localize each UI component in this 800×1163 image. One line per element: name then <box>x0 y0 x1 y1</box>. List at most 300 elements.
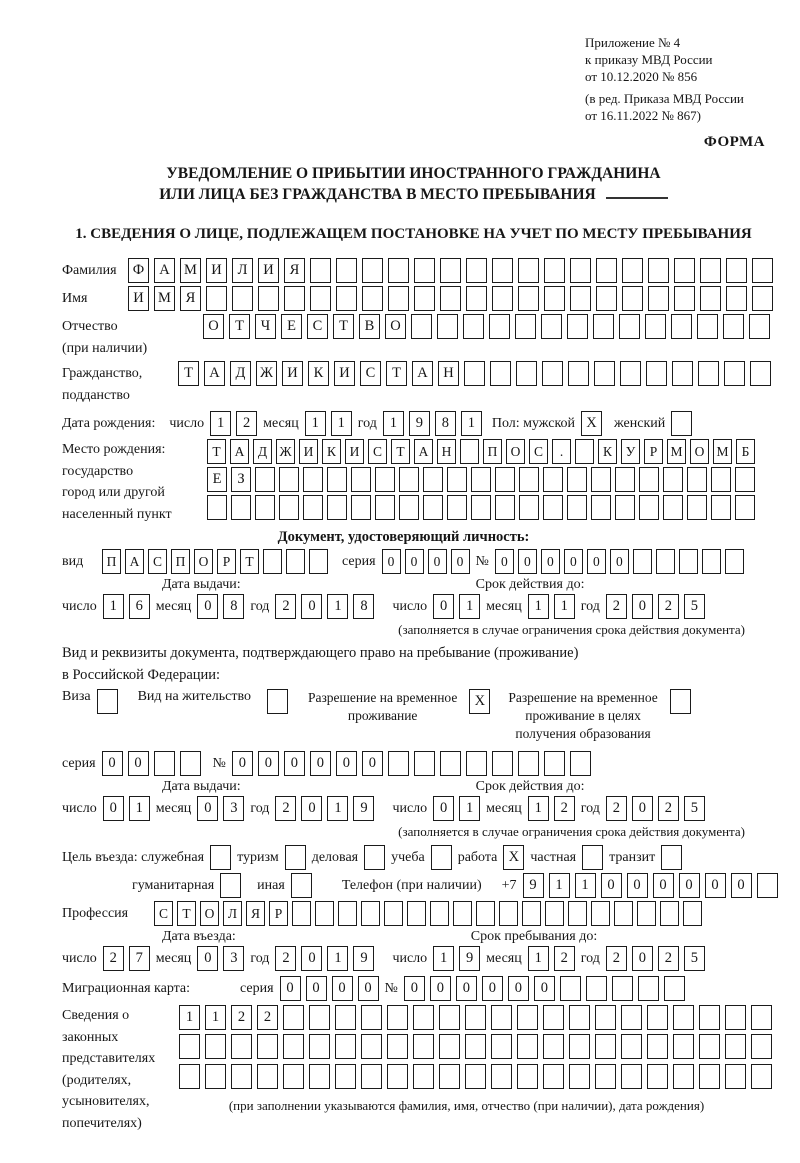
char-box[interactable]: 0 <box>128 751 149 776</box>
char-box[interactable] <box>388 258 409 283</box>
char-box[interactable] <box>726 286 747 311</box>
char-box[interactable] <box>327 467 347 492</box>
char-box[interactable] <box>674 286 695 311</box>
char-box[interactable]: 6 <box>129 594 150 619</box>
char-box[interactable]: 0 <box>587 549 606 574</box>
char-box[interactable]: С <box>154 901 173 926</box>
char-box[interactable]: 8 <box>353 594 374 619</box>
char-box[interactable] <box>413 1034 434 1059</box>
char-box[interactable] <box>570 258 591 283</box>
char-box[interactable]: 0 <box>433 594 454 619</box>
char-box[interactable] <box>279 467 299 492</box>
char-box[interactable]: 2 <box>606 796 627 821</box>
char-box[interactable] <box>206 286 227 311</box>
char-box[interactable] <box>639 495 659 520</box>
char-box[interactable] <box>591 901 610 926</box>
char-box[interactable] <box>414 286 435 311</box>
char-box[interactable] <box>567 495 587 520</box>
char-box[interactable]: А <box>414 439 433 464</box>
char-box[interactable]: 1 <box>433 946 454 971</box>
char-box[interactable]: К <box>322 439 341 464</box>
char-box[interactable]: О <box>690 439 709 464</box>
char-box[interactable] <box>735 467 755 492</box>
purpose-transit-checkbox[interactable] <box>661 845 682 870</box>
char-box[interactable] <box>560 976 581 1001</box>
char-box[interactable] <box>310 286 331 311</box>
char-box[interactable]: Я <box>180 286 201 311</box>
purpose-work-checkbox[interactable]: X <box>503 845 524 870</box>
char-box[interactable] <box>671 314 692 339</box>
char-box[interactable]: О <box>203 314 224 339</box>
char-box[interactable]: 9 <box>409 411 430 436</box>
char-box[interactable] <box>351 467 371 492</box>
char-box[interactable]: Р <box>269 901 288 926</box>
char-box[interactable] <box>388 751 409 776</box>
char-box[interactable]: А <box>204 361 225 386</box>
char-box[interactable] <box>292 901 311 926</box>
char-box[interactable] <box>639 467 659 492</box>
char-box[interactable] <box>336 258 357 283</box>
char-box[interactable] <box>545 901 564 926</box>
char-box[interactable] <box>517 1005 538 1030</box>
purpose-humanitarian-checkbox[interactable] <box>220 873 241 898</box>
char-box[interactable] <box>673 1064 694 1089</box>
char-box[interactable] <box>673 1005 694 1030</box>
char-box[interactable]: 8 <box>435 411 456 436</box>
char-box[interactable]: 0 <box>456 976 477 1001</box>
char-box[interactable]: 5 <box>684 946 705 971</box>
char-box[interactable]: 2 <box>103 946 124 971</box>
char-box[interactable]: Л <box>223 901 242 926</box>
char-box[interactable] <box>614 901 633 926</box>
char-box[interactable] <box>711 467 731 492</box>
char-box[interactable] <box>453 901 472 926</box>
char-box[interactable] <box>752 258 773 283</box>
char-box[interactable] <box>567 467 587 492</box>
char-box[interactable]: 0 <box>280 976 301 1001</box>
char-box[interactable]: С <box>307 314 328 339</box>
char-box[interactable]: Т <box>386 361 407 386</box>
char-box[interactable] <box>674 258 695 283</box>
char-box[interactable]: 0 <box>541 549 560 574</box>
char-box[interactable]: С <box>360 361 381 386</box>
char-box[interactable]: Т <box>333 314 354 339</box>
char-box[interactable] <box>309 1005 330 1030</box>
char-box[interactable] <box>440 751 461 776</box>
char-box[interactable] <box>702 549 721 574</box>
char-box[interactable] <box>711 495 731 520</box>
char-box[interactable] <box>647 1034 668 1059</box>
char-box[interactable]: 0 <box>332 976 353 1001</box>
char-box[interactable] <box>407 901 426 926</box>
char-box[interactable]: 2 <box>658 594 679 619</box>
char-box[interactable]: 1 <box>331 411 352 436</box>
char-box[interactable] <box>413 1005 434 1030</box>
char-box[interactable]: 0 <box>428 549 447 574</box>
char-box[interactable] <box>515 314 536 339</box>
char-box[interactable] <box>362 286 383 311</box>
char-box[interactable] <box>687 495 707 520</box>
char-box[interactable]: 1 <box>554 594 575 619</box>
char-box[interactable]: 0 <box>197 946 218 971</box>
char-box[interactable]: О <box>385 314 406 339</box>
char-box[interactable]: А <box>125 549 144 574</box>
char-box[interactable] <box>637 901 656 926</box>
char-box[interactable]: . <box>552 439 571 464</box>
char-box[interactable] <box>495 467 515 492</box>
char-box[interactable] <box>465 1034 486 1059</box>
residence-permit-checkbox[interactable] <box>267 689 288 714</box>
char-box[interactable]: М <box>713 439 732 464</box>
char-box[interactable]: 0 <box>679 873 700 898</box>
char-box[interactable] <box>179 1064 200 1089</box>
char-box[interactable] <box>673 1034 694 1059</box>
char-box[interactable] <box>231 1034 252 1059</box>
char-box[interactable] <box>570 286 591 311</box>
char-box[interactable] <box>439 1005 460 1030</box>
char-box[interactable] <box>491 1034 512 1059</box>
char-box[interactable]: И <box>334 361 355 386</box>
char-box[interactable]: 0 <box>705 873 726 898</box>
char-box[interactable] <box>586 976 607 1001</box>
char-box[interactable]: Р <box>644 439 663 464</box>
char-box[interactable]: 0 <box>653 873 674 898</box>
char-box[interactable]: 7 <box>129 946 150 971</box>
char-box[interactable]: 1 <box>103 594 124 619</box>
char-box[interactable] <box>489 314 510 339</box>
char-box[interactable]: 0 <box>451 549 470 574</box>
purpose-tourism-checkbox[interactable] <box>285 845 306 870</box>
char-box[interactable]: 2 <box>606 946 627 971</box>
char-box[interactable] <box>591 467 611 492</box>
char-box[interactable] <box>687 467 707 492</box>
char-box[interactable] <box>476 901 495 926</box>
char-box[interactable] <box>315 901 334 926</box>
char-box[interactable] <box>683 901 702 926</box>
char-box[interactable] <box>460 439 479 464</box>
char-box[interactable] <box>255 467 275 492</box>
char-box[interactable] <box>375 467 395 492</box>
char-box[interactable] <box>207 495 227 520</box>
char-box[interactable] <box>541 314 562 339</box>
char-box[interactable]: Т <box>240 549 259 574</box>
char-box[interactable] <box>499 901 518 926</box>
char-box[interactable] <box>679 549 698 574</box>
char-box[interactable] <box>621 1064 642 1089</box>
char-box[interactable] <box>648 258 669 283</box>
char-box[interactable] <box>387 1064 408 1089</box>
char-box[interactable] <box>735 495 755 520</box>
char-box[interactable]: 1 <box>528 946 549 971</box>
char-box[interactable]: 1 <box>459 594 480 619</box>
char-box[interactable]: А <box>154 258 175 283</box>
char-box[interactable] <box>615 467 635 492</box>
char-box[interactable]: Т <box>177 901 196 926</box>
char-box[interactable] <box>423 495 443 520</box>
char-box[interactable] <box>757 873 778 898</box>
temp-residence-edu-checkbox[interactable] <box>670 689 691 714</box>
char-box[interactable]: П <box>171 549 190 574</box>
char-box[interactable] <box>286 549 305 574</box>
char-box[interactable] <box>656 549 675 574</box>
char-box[interactable] <box>375 495 395 520</box>
char-box[interactable] <box>543 1064 564 1089</box>
char-box[interactable]: Р <box>217 549 236 574</box>
char-box[interactable] <box>544 258 565 283</box>
char-box[interactable]: П <box>483 439 502 464</box>
char-box[interactable] <box>465 1005 486 1030</box>
char-box[interactable] <box>517 1034 538 1059</box>
char-box[interactable] <box>612 976 633 1001</box>
char-box[interactable] <box>495 495 515 520</box>
char-box[interactable]: 0 <box>433 796 454 821</box>
char-box[interactable]: Л <box>232 258 253 283</box>
char-box[interactable] <box>257 1064 278 1089</box>
char-box[interactable]: 1 <box>459 796 480 821</box>
char-box[interactable] <box>522 901 541 926</box>
char-box[interactable] <box>437 314 458 339</box>
char-box[interactable]: 1 <box>179 1005 200 1030</box>
char-box[interactable]: 0 <box>258 751 279 776</box>
char-box[interactable]: Н <box>438 361 459 386</box>
char-box[interactable] <box>569 1034 590 1059</box>
char-box[interactable] <box>700 258 721 283</box>
char-box[interactable] <box>621 1034 642 1059</box>
char-box[interactable]: Я <box>246 901 265 926</box>
char-box[interactable] <box>411 314 432 339</box>
char-box[interactable] <box>414 751 435 776</box>
char-box[interactable] <box>361 901 380 926</box>
char-box[interactable]: 2 <box>606 594 627 619</box>
char-box[interactable] <box>491 1064 512 1089</box>
char-box[interactable] <box>725 549 744 574</box>
char-box[interactable] <box>303 467 323 492</box>
char-box[interactable] <box>387 1005 408 1030</box>
char-box[interactable] <box>309 1064 330 1089</box>
char-box[interactable] <box>723 314 744 339</box>
char-box[interactable] <box>700 286 721 311</box>
char-box[interactable]: И <box>258 258 279 283</box>
char-box[interactable]: 9 <box>353 796 374 821</box>
char-box[interactable]: 0 <box>310 751 331 776</box>
char-box[interactable] <box>663 495 683 520</box>
char-box[interactable] <box>439 1064 460 1089</box>
char-box[interactable] <box>388 286 409 311</box>
char-box[interactable]: З <box>231 467 251 492</box>
char-box[interactable] <box>518 286 539 311</box>
char-box[interactable]: 1 <box>461 411 482 436</box>
char-box[interactable] <box>283 1005 304 1030</box>
char-box[interactable] <box>646 361 667 386</box>
char-box[interactable]: 0 <box>632 796 653 821</box>
char-box[interactable] <box>595 1034 616 1059</box>
char-box[interactable]: Т <box>207 439 226 464</box>
char-box[interactable] <box>335 1034 356 1059</box>
char-box[interactable] <box>257 1034 278 1059</box>
char-box[interactable] <box>232 286 253 311</box>
char-box[interactable] <box>466 286 487 311</box>
char-box[interactable]: 0 <box>232 751 253 776</box>
char-box[interactable]: Ф <box>128 258 149 283</box>
char-box[interactable]: 0 <box>495 549 514 574</box>
char-box[interactable]: 0 <box>731 873 752 898</box>
char-box[interactable]: 9 <box>459 946 480 971</box>
char-box[interactable]: О <box>200 901 219 926</box>
char-box[interactable] <box>699 1034 720 1059</box>
char-box[interactable]: 0 <box>518 549 537 574</box>
char-box[interactable] <box>645 314 666 339</box>
char-box[interactable]: М <box>180 258 201 283</box>
char-box[interactable] <box>518 751 539 776</box>
char-box[interactable]: 0 <box>306 976 327 1001</box>
char-box[interactable] <box>284 286 305 311</box>
char-box[interactable] <box>749 314 770 339</box>
female-checkbox[interactable] <box>671 411 692 436</box>
char-box[interactable]: 1 <box>205 1005 226 1030</box>
char-box[interactable] <box>725 1064 746 1089</box>
char-box[interactable] <box>255 495 275 520</box>
char-box[interactable] <box>672 361 693 386</box>
char-box[interactable]: 0 <box>284 751 305 776</box>
char-box[interactable] <box>568 901 587 926</box>
char-box[interactable] <box>596 258 617 283</box>
char-box[interactable] <box>361 1005 382 1030</box>
char-box[interactable] <box>447 495 467 520</box>
char-box[interactable] <box>543 467 563 492</box>
char-box[interactable]: Е <box>207 467 227 492</box>
char-box[interactable] <box>699 1064 720 1089</box>
char-box[interactable]: 1 <box>210 411 231 436</box>
char-box[interactable] <box>439 1034 460 1059</box>
char-box[interactable]: 0 <box>430 976 451 1001</box>
char-box[interactable]: В <box>359 314 380 339</box>
char-box[interactable]: 0 <box>382 549 401 574</box>
char-box[interactable]: 8 <box>223 594 244 619</box>
char-box[interactable]: К <box>308 361 329 386</box>
char-box[interactable]: 2 <box>658 946 679 971</box>
char-box[interactable] <box>154 751 175 776</box>
char-box[interactable] <box>430 901 449 926</box>
char-box[interactable] <box>660 901 679 926</box>
char-box[interactable] <box>338 901 357 926</box>
char-box[interactable] <box>351 495 371 520</box>
char-box[interactable] <box>648 286 669 311</box>
char-box[interactable] <box>466 751 487 776</box>
char-box[interactable]: 1 <box>129 796 150 821</box>
char-box[interactable]: Т <box>229 314 250 339</box>
char-box[interactable]: М <box>154 286 175 311</box>
char-box[interactable] <box>471 467 491 492</box>
char-box[interactable]: Н <box>437 439 456 464</box>
char-box[interactable] <box>698 361 719 386</box>
char-box[interactable] <box>568 361 589 386</box>
char-box[interactable] <box>726 258 747 283</box>
char-box[interactable] <box>697 314 718 339</box>
char-box[interactable]: 0 <box>102 751 123 776</box>
char-box[interactable]: И <box>299 439 318 464</box>
char-box[interactable]: 9 <box>523 873 544 898</box>
char-box[interactable] <box>466 258 487 283</box>
char-box[interactable] <box>335 1064 356 1089</box>
char-box[interactable]: Ж <box>276 439 295 464</box>
char-box[interactable] <box>309 1034 330 1059</box>
char-box[interactable] <box>543 1034 564 1059</box>
char-box[interactable] <box>327 495 347 520</box>
char-box[interactable] <box>519 495 539 520</box>
char-box[interactable]: 1 <box>528 594 549 619</box>
char-box[interactable] <box>518 258 539 283</box>
char-box[interactable] <box>543 495 563 520</box>
char-box[interactable] <box>593 314 614 339</box>
char-box[interactable] <box>621 1005 642 1030</box>
char-box[interactable] <box>543 1005 564 1030</box>
char-box[interactable]: П <box>102 549 121 574</box>
char-box[interactable] <box>615 495 635 520</box>
char-box[interactable] <box>647 1064 668 1089</box>
char-box[interactable] <box>361 1064 382 1089</box>
char-box[interactable] <box>638 976 659 1001</box>
char-box[interactable] <box>447 467 467 492</box>
char-box[interactable] <box>283 1064 304 1089</box>
char-box[interactable]: 0 <box>632 594 653 619</box>
char-box[interactable] <box>180 751 201 776</box>
char-box[interactable] <box>575 439 594 464</box>
char-box[interactable] <box>724 361 745 386</box>
char-box[interactable] <box>622 258 643 283</box>
char-box[interactable] <box>595 1064 616 1089</box>
char-box[interactable] <box>595 1005 616 1030</box>
char-box[interactable] <box>570 751 591 776</box>
char-box[interactable] <box>594 361 615 386</box>
char-box[interactable] <box>664 976 685 1001</box>
char-box[interactable]: 9 <box>353 946 374 971</box>
char-box[interactable]: С <box>148 549 167 574</box>
char-box[interactable] <box>725 1034 746 1059</box>
char-box[interactable] <box>699 1005 720 1030</box>
char-box[interactable]: 0 <box>362 751 383 776</box>
char-box[interactable]: 2 <box>275 796 296 821</box>
char-box[interactable]: 0 <box>197 796 218 821</box>
char-box[interactable] <box>258 286 279 311</box>
char-box[interactable] <box>440 258 461 283</box>
char-box[interactable] <box>492 258 513 283</box>
char-box[interactable]: 0 <box>197 594 218 619</box>
char-box[interactable] <box>471 495 491 520</box>
char-box[interactable] <box>519 467 539 492</box>
char-box[interactable] <box>336 286 357 311</box>
char-box[interactable]: 2 <box>236 411 257 436</box>
char-box[interactable]: 0 <box>564 549 583 574</box>
char-box[interactable]: Е <box>281 314 302 339</box>
char-box[interactable]: 1 <box>327 594 348 619</box>
char-box[interactable]: О <box>506 439 525 464</box>
char-box[interactable]: Д <box>230 361 251 386</box>
char-box[interactable] <box>303 495 323 520</box>
char-box[interactable] <box>542 361 563 386</box>
char-box[interactable]: 0 <box>404 976 425 1001</box>
char-box[interactable]: А <box>412 361 433 386</box>
purpose-other-checkbox[interactable] <box>291 873 312 898</box>
char-box[interactable] <box>725 1005 746 1030</box>
purpose-private-checkbox[interactable] <box>582 845 603 870</box>
char-box[interactable] <box>463 314 484 339</box>
char-box[interactable] <box>399 495 419 520</box>
char-box[interactable] <box>179 1034 200 1059</box>
char-box[interactable]: М <box>667 439 686 464</box>
char-box[interactable]: К <box>598 439 617 464</box>
purpose-business-checkbox[interactable] <box>364 845 385 870</box>
char-box[interactable] <box>751 1005 772 1030</box>
